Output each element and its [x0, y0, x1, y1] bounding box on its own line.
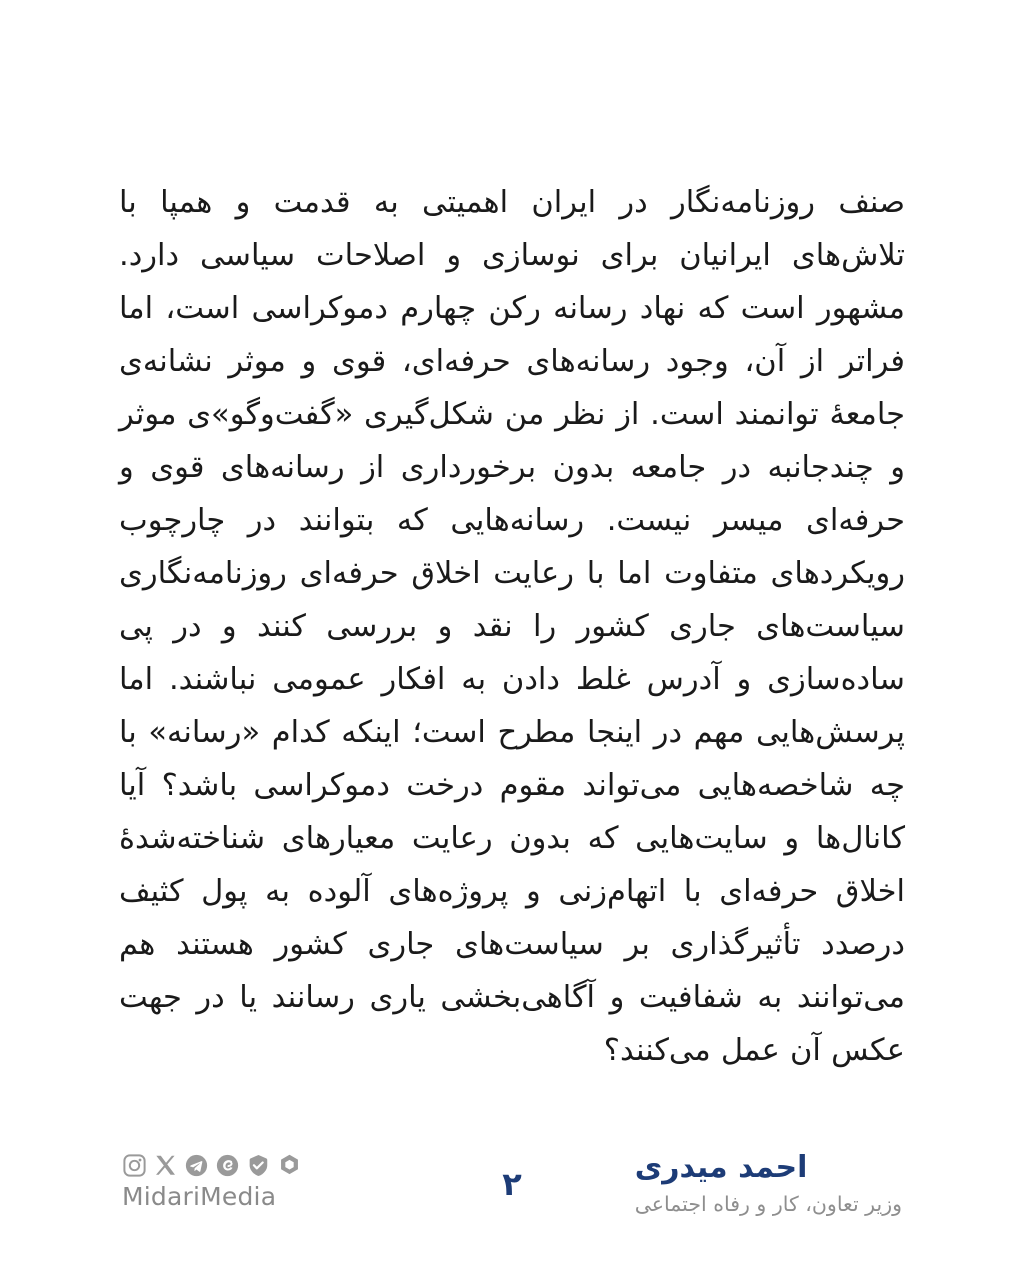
author-name: احمد میدری: [634, 1150, 808, 1185]
social-handle-label: MidariMedia: [122, 1182, 277, 1211]
article-body: [119, 176, 905, 1077]
article-paragraph: صنف روزنامه‌نگار در ایران اهمیتی به قدمت و همپا با تلاش‌های ایرانیان برای نوسازی و اصلاحات سیاسی دارد. مشهور است که نهاد رسانه رکن چهارم دموکراسی است، اما فراتر از آن، وجود رسانه‌های حرفه‌ای، قوی و موثر نشانه‌ی جامعهٔ توانمند است. از نظر من شکل‌گیری «گفت‌وگو»ی موثر و چندجانبه در جامعه بدون برخورداری از رسانه‌های قوی و حرفه‌ای میسر نیست. رسانه‌هایی که بتوانند در چارچوب رویکردهای متفاوت اما با رعایت اخلاق حرفه‌ای روزنامه‌نگاری سیاست‌های جاری کشور را نقد و بررسی کنند و در پی ساده‌سازی و آدرس غلط دادن به افکار عمومی نباشند. اما پرسش‌هایی مهم در اینجا مطرح است؛ اینکه کدام «رسانه» با چه شاخصه‌هایی می‌تواند مقوم درخت دموکراسی باشد؟ آیا کانال‌ها و سایت‌هایی که بدون رعایت معیارهای شناخته‌شدهٔ اخلاق حرفه‌ای با اتهام‌زنی و پروژه‌های آلوده به پول کثیف درصدد تأثیرگذاری بر سیاست‌های جاری کشور هستند هم می‌توانند به شفافیت و آگاهی‌بخشی یاری رسانند یا در جهت عکس آن عمل می‌کنند؟: [119, 185, 905, 1068]
page-footer: [0, 1108, 1024, 1280]
author-block: [635, 1149, 902, 1218]
page-number: ۲: [502, 1165, 522, 1203]
author-title: وزیر تعاون، کار و رفاه اجتماعی: [634, 1192, 902, 1216]
